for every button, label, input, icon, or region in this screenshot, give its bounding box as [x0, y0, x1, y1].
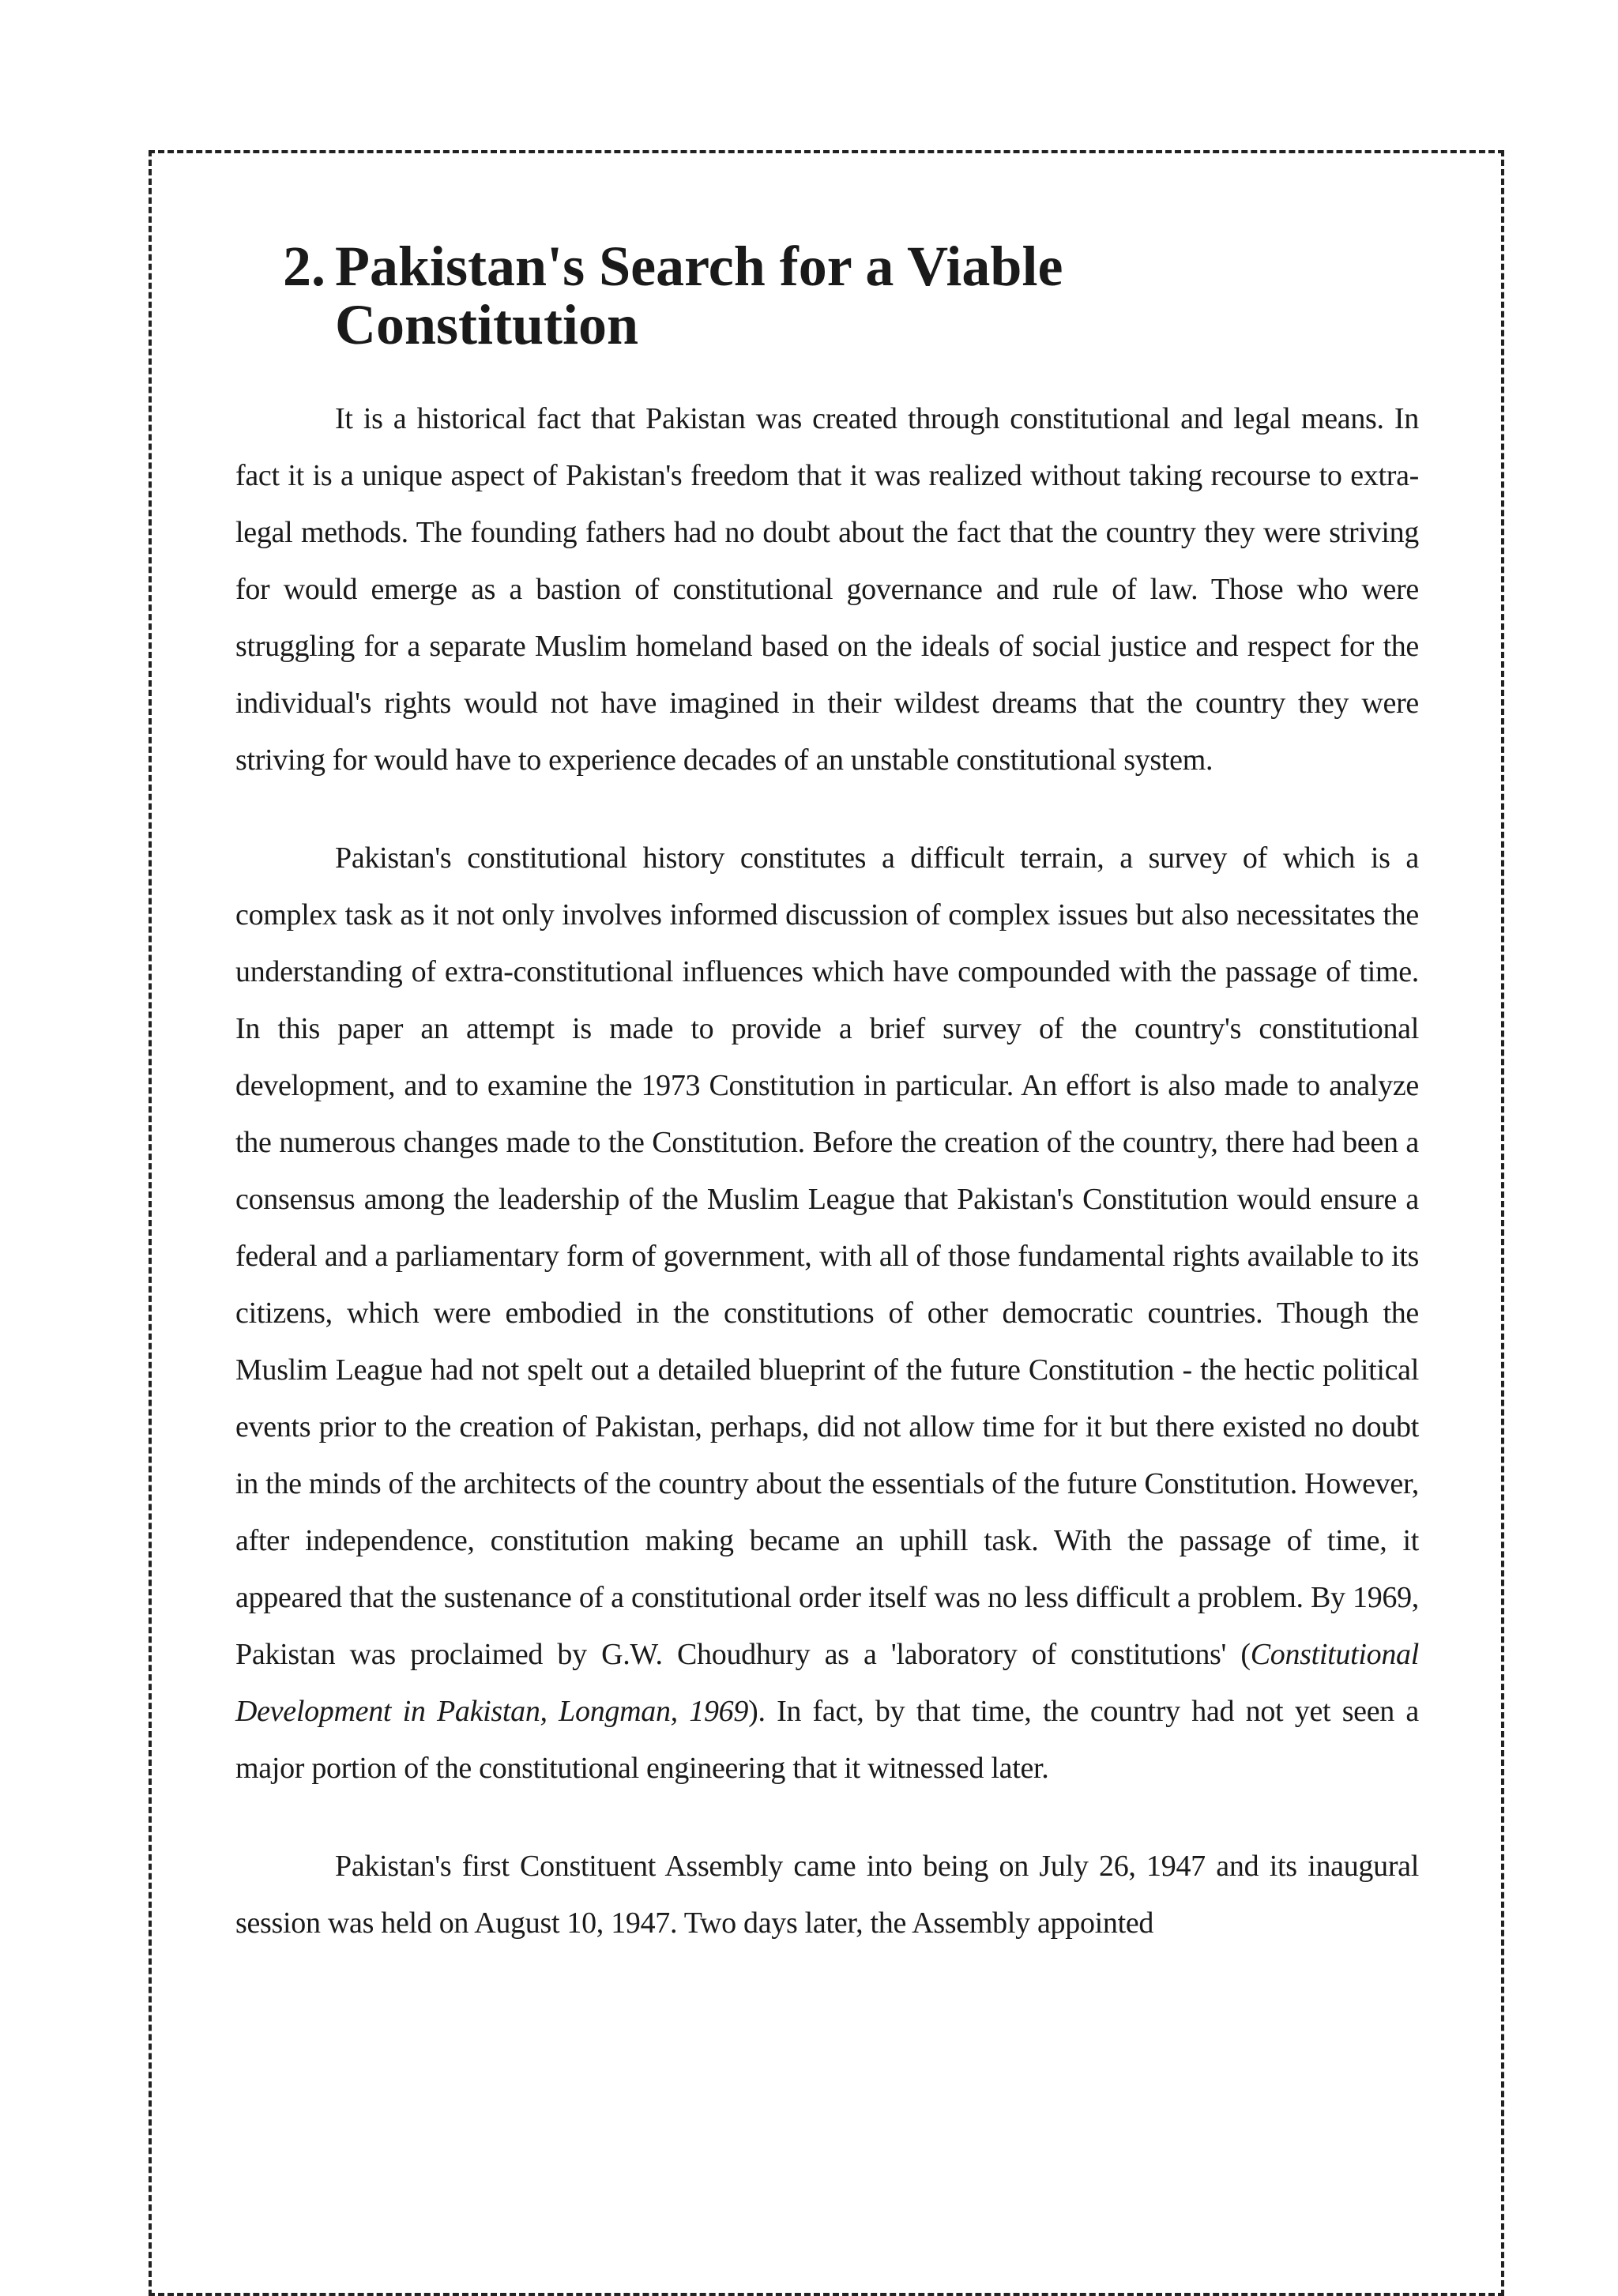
paragraph-text: Pakistan's constitutional history constitutes a difficult terrain, a survey of which is a complex task as it not only involves informed discussion of complex issues but also necessitates the understanding of extra-constitutional influences which have compounded with the passage of time. In this paper an attempt is made to provide a brief survey of the country's constitutional development, and to examine the 1973 Constitution in particular. An effort is also made to analyze the numerous changes made to the Constitution. Before the creation of the country, there had been a consensus among the leadership of the Muslim League that Pakistan's Constitution would ensure a federal and a parliamentary form of government, with all of those fundamental rights available to its citizens, which were embodied in the constitutions of other democratic countries. Though the Muslim League had not spelt out a detailed blueprint of the future Constitution - the hectic political events prior to the creation of Pakistan, perhaps, did not allow time for it but there existed no doubt in the minds of the architects of the country about the essentials of the future Constitution. However, after independence, constitution making became an uphill task. With the passage of time, it appeared that the sustenance of a constitutional order itself was no less difficult a problem. By 1969, Pakistan was proclaimed by G.W. Choudhury as a 'laboratory of constitutions' ( [235, 841, 1419, 1671]
paragraph: Pakistan's first Constituent Assembly came into being on July 26, 1947 and its inaugural session was held on August 10, 1947. Two days later, the Assembly appointed [235, 1850, 1419, 1940]
paragraph: It is a historical fact that Pakistan was created through constitutional and legal means. In fact it is a unique aspect of Pakistan's freedom that it was realized without taking recourse to extra-legal methods. The founding fathers had no doubt about the fact that the country they were striving for would emerge as a bastion of constitutional governance and rule of law. Those who were struggling for a separate Muslim homeland based on the ideals of social justice and respect for the individual's rights would not have imagined in their wildest dreams that the country they were striving for would have to experience decades of an unstable constitutional system. [235, 402, 1419, 777]
citation: Constitutional Development in Pakistan, Longman, 1969 [235, 1638, 1419, 1728]
chapter-number: 2. [283, 235, 325, 298]
chapter-title: Pakistan's Search for a Viable Constitution [335, 235, 1063, 356]
chapter-heading [283, 237, 1419, 354]
paragraph-text: ). In fact, by that time, the country had not yet seen a major portion of the constitutional engineering that it witnessed later. [235, 1695, 1419, 1785]
page-content [235, 237, 1419, 1993]
paragraph [235, 830, 1419, 1797]
